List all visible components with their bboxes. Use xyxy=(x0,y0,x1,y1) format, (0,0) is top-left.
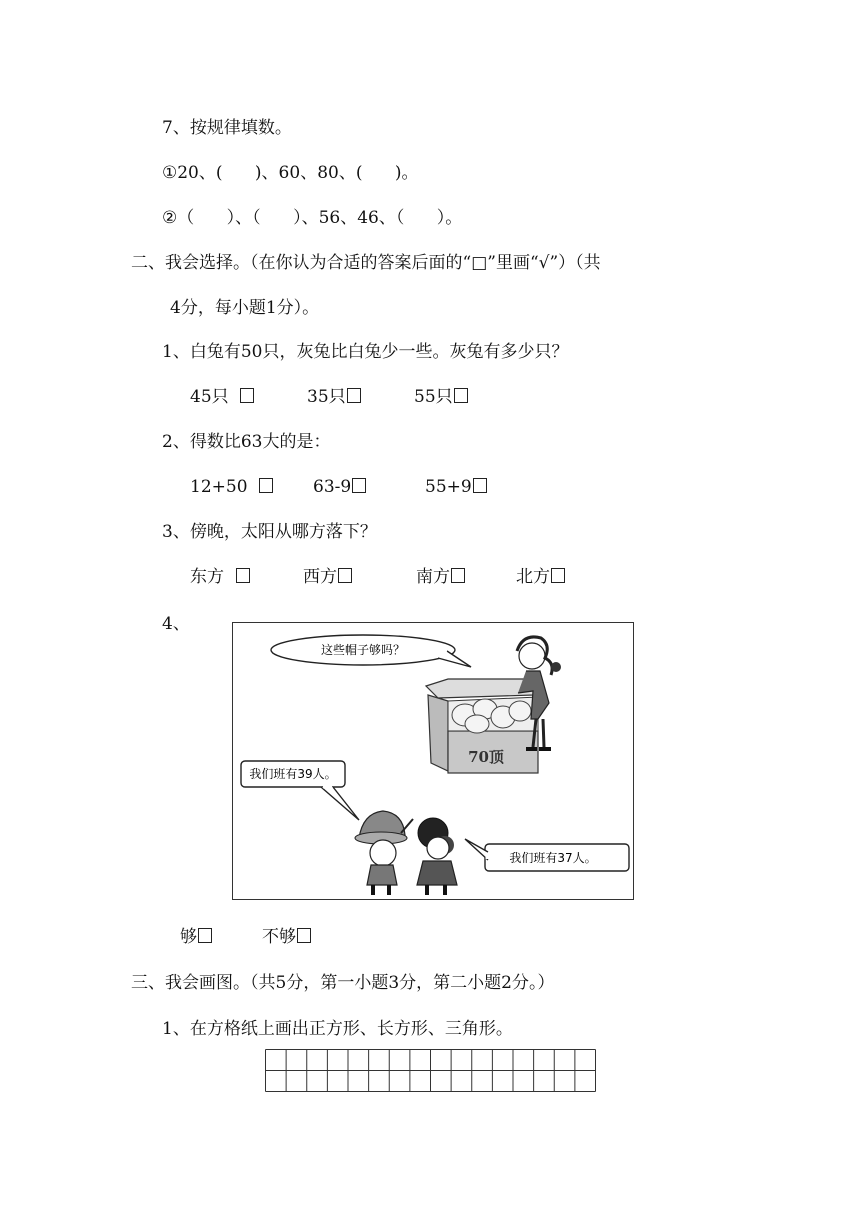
q2-text: 2、得数比63大的是： xyxy=(162,432,331,452)
q3-option-a: 东方 xyxy=(190,566,250,588)
checkbox[interactable] xyxy=(240,388,254,403)
box-label: 70顶 xyxy=(468,748,504,766)
checkbox[interactable] xyxy=(473,478,487,493)
s3-q1-text: 1、在方格纸上画出正方形、长方形、三角形。 xyxy=(162,1019,513,1039)
bubble-girl-text: 这些帽子够吗？ xyxy=(320,643,406,657)
q7-row1: ①20、( )、60、80、( )。 xyxy=(162,163,419,183)
q3-option-c: 南方 xyxy=(416,566,465,588)
bubble-boy1-text: 我们班有39人。 xyxy=(249,767,337,781)
checkbox[interactable] xyxy=(198,928,212,943)
girl-speech-bubble xyxy=(271,635,471,667)
q4-option-a: 够 xyxy=(180,926,212,948)
q1-option-a: 45只 xyxy=(190,386,254,408)
checkbox[interactable] xyxy=(297,928,311,943)
checkbox[interactable] xyxy=(347,388,361,403)
section2-heading-line2: 4分，每小题1分）。 xyxy=(170,298,320,318)
q1-text: 1、白兔有50只，灰兔比白兔少一些。灰兔有多少只？ xyxy=(162,342,569,362)
boy1-figure xyxy=(355,811,413,895)
section3-heading: 三、我会画图。（共5分，第一小题3分，第二小题2分。） xyxy=(131,973,555,993)
section2-heading-line1: 二、我会选择。（在你认为合适的答案后面的“□”里画“√”）（共 xyxy=(131,253,601,273)
q1-option-b: 35只 xyxy=(307,386,361,408)
checkbox[interactable] xyxy=(454,388,468,403)
q3-text: 3、傍晚，太阳从哪方落下？ xyxy=(162,522,377,542)
q7-row2: ②（ ）、（ ）、56、46、（ ）。 xyxy=(162,208,463,228)
q2-option-b: 63-9 xyxy=(313,476,366,498)
q3-option-d: 北方 xyxy=(516,566,565,588)
q4-illustration xyxy=(232,622,634,900)
q2-option-a: 12+50 xyxy=(190,476,273,498)
q2-option-c: 55+9 xyxy=(425,476,487,498)
checkbox[interactable] xyxy=(259,478,273,493)
checkbox[interactable] xyxy=(352,478,366,493)
checkbox[interactable] xyxy=(236,568,250,583)
checkbox[interactable] xyxy=(338,568,352,583)
bubble-boy2-text: 我们班有37人。 xyxy=(509,851,597,865)
boy2-figure xyxy=(417,818,457,895)
boy1-speech-bubble xyxy=(241,761,359,820)
q3-option-b: 西方 xyxy=(303,566,352,588)
q1-option-c: 55只 xyxy=(414,386,468,408)
square-grid-paper[interactable] xyxy=(265,1049,596,1096)
q4-option-b: 不够 xyxy=(262,926,311,948)
checkbox[interactable] xyxy=(451,568,465,583)
boy2-speech-bubble xyxy=(465,839,629,871)
q7-title: 7、按规律填数。 xyxy=(162,118,292,138)
checkbox[interactable] xyxy=(551,568,565,583)
q4-number: 4、 xyxy=(162,614,190,634)
